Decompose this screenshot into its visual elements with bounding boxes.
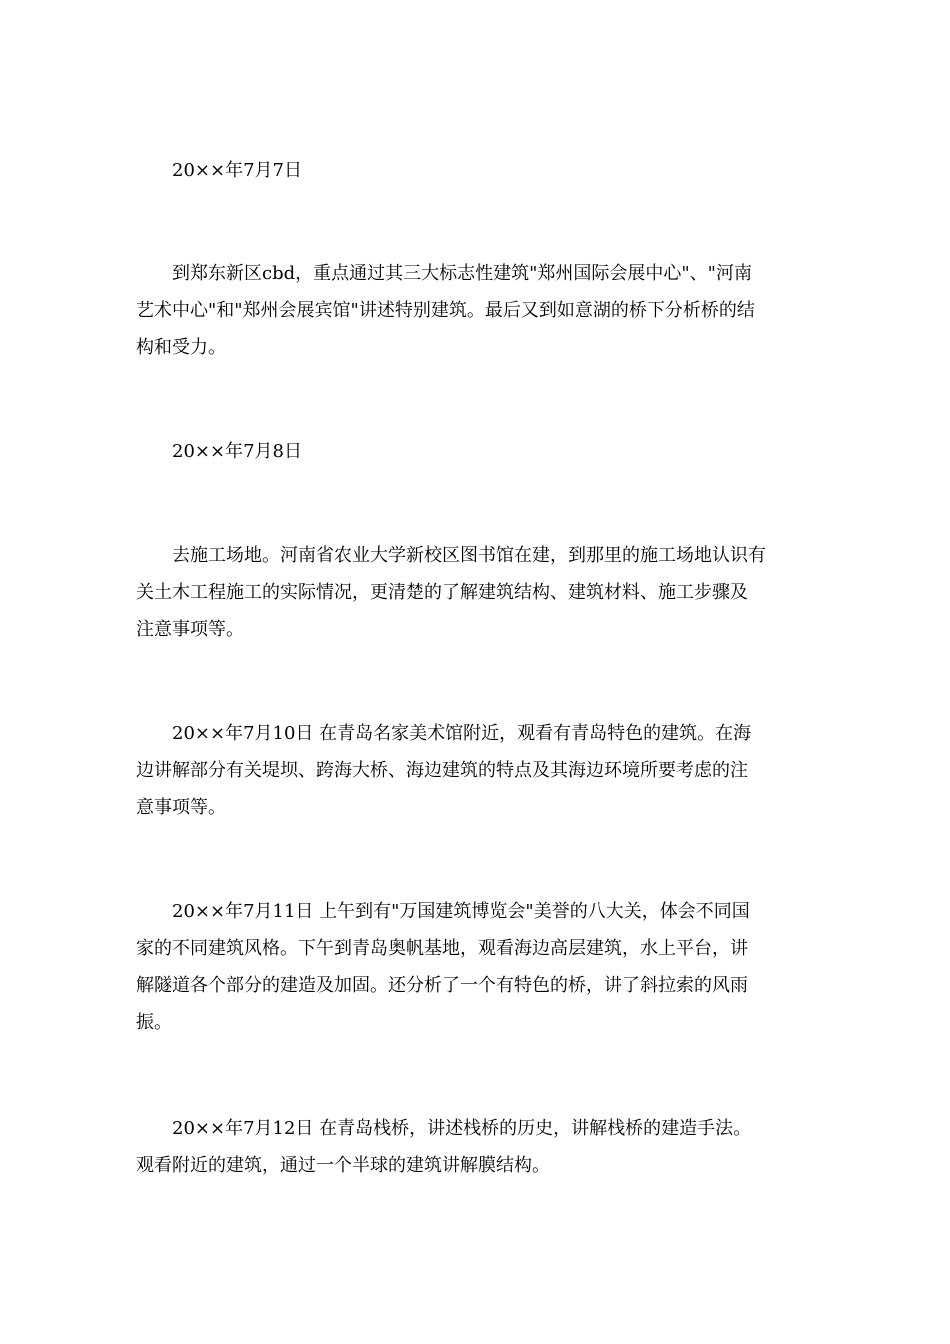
paragraph-jul-8 xyxy=(136,537,816,648)
text-line: 到郑东新区cbd，重点通过其三大标志性建筑"郑州国际会展中心"、"河南 xyxy=(172,263,752,284)
paragraph-jul-12 xyxy=(136,1110,816,1184)
text-line: 去施工场地。河南省农业大学新校区图书馆在建，到那里的施工场地认识有 xyxy=(172,545,766,566)
date-line: 20××年7月7日 xyxy=(172,160,302,181)
date-line: 20××年7月8日 xyxy=(172,441,302,462)
text-line: 观看附近的建筑，通过一个半球的建筑讲解膜结构。 xyxy=(136,1155,550,1176)
text-line: 家的不同建筑风格。下午到青岛奥帆基地，观看海边高层建筑，水上平台，讲 xyxy=(136,938,748,959)
date-heading-jul-7 xyxy=(172,152,812,189)
text-line: 20××年7月10日 在青岛名家美术馆附近，观看有青岛特色的建筑。在海 xyxy=(172,723,752,744)
text-line: 解隧道各个部分的建造及加固。还分析了一个有特色的桥，讲了斜拉索的风雨 xyxy=(136,975,748,996)
text-line: 艺术中心"和"郑州会展宾馆"讲述特别建筑。最后又到如意湖的桥下分析桥的结 xyxy=(136,300,755,321)
date-heading-jul-8 xyxy=(172,433,812,470)
text-line: 关土木工程施工的实际情况，更清楚的了解建筑结构、建筑材料、施工步骤及 xyxy=(136,582,748,603)
text-line: 意事项等。 xyxy=(136,797,226,818)
text-line: 20××年7月12日 在青岛栈桥，讲述栈桥的历史，讲解栈桥的建造手法。 xyxy=(172,1118,752,1139)
text-line: 振。 xyxy=(136,1012,172,1033)
text-line: 构和受力。 xyxy=(136,337,226,358)
paragraph-jul-7 xyxy=(136,255,816,366)
paragraph-jul-11 xyxy=(136,893,816,1041)
text-line: 注意事项等。 xyxy=(136,619,244,640)
text-line: 20××年7月11日 上午到有"万国建筑博览会"美誉的八大关，体会不同国 xyxy=(172,901,750,922)
paragraph-jul-10 xyxy=(136,715,816,826)
text-line: 边讲解部分有关堤坝、跨海大桥、海边建筑的特点及其海边环境所要考虑的注 xyxy=(136,760,748,781)
